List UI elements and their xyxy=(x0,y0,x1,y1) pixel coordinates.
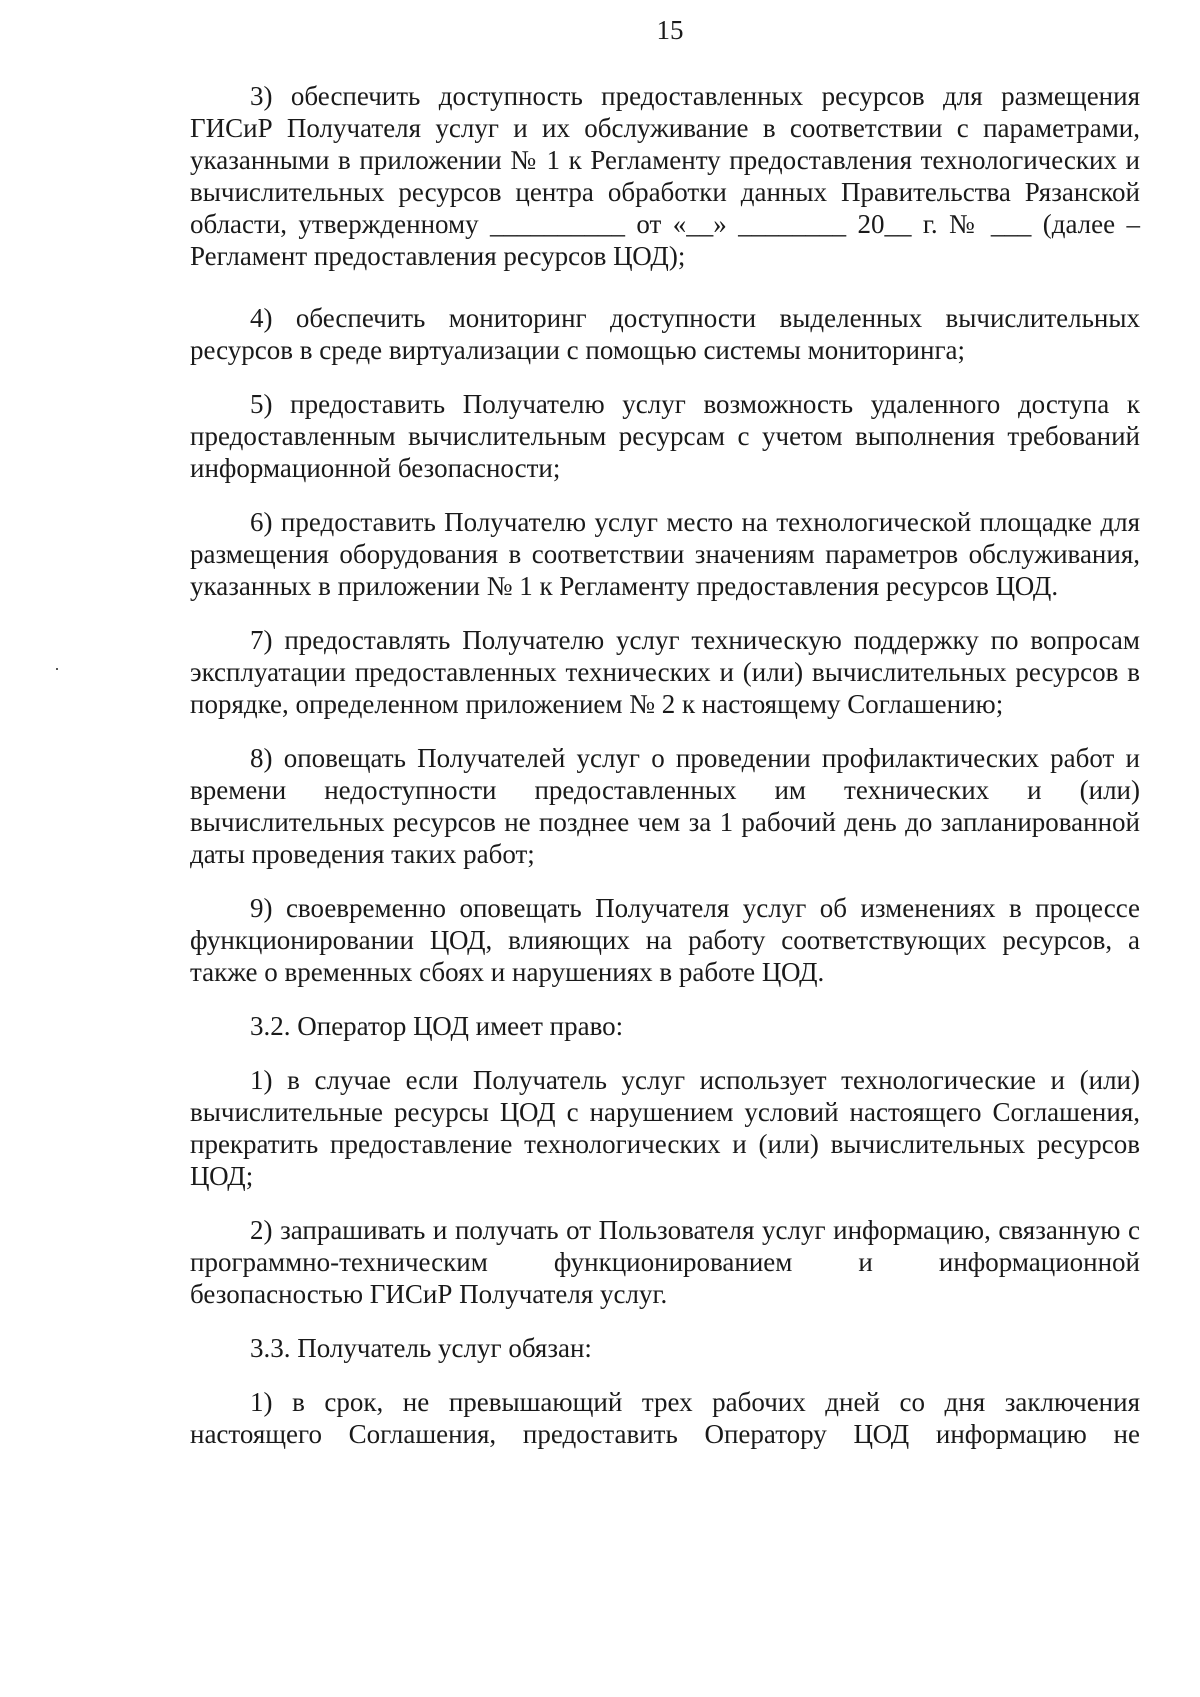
scan-speck xyxy=(56,668,58,670)
paragraph-3-1-item-8: 8) оповещать Получателей услуг о проведении профилактических работ и времени недоступности предоставленных им технических и (или) вычислительных ресурсов не позднее чем за 1 рабочий день до запланированной даты проведения таких работ; xyxy=(190,743,1140,869)
paragraph-3-3-item-1: 1) в срок, не превышающий трех рабочих дней со дня заключения настоящего Соглашения, предоставить Оператору ЦОД информацию не xyxy=(190,1387,1140,1449)
paragraph-3-1-item-9: 9) своевременно оповещать Получателя услуг об изменениях в процессе функционировании ЦОД, влияющих на работу соответствующих ресурсов, а также о временных сбоях и нарушениях в работе ЦОД. xyxy=(190,893,1140,987)
section-3-3-heading: 3.3. Получатель услуг обязан: xyxy=(250,1333,592,1363)
paragraph-3-1-item-7: 7) предоставлять Получателю услуг техническую поддержку по вопросам эксплуатации предоставленных технических и (или) вычислительных ресурсов в порядке, определенном приложением № 2 к настоящему Соглашению; xyxy=(190,625,1140,719)
paragraph-3-2-item-2: 2) запрашивать и получать от Пользователя услуг информацию, связанную с программно-техническим функционированием и информационной безопасностью ГИСиР Получателя услуг. xyxy=(190,1215,1140,1309)
page-number: 15 xyxy=(656,15,684,45)
section-3-2-heading: 3.2. Оператор ЦОД имеет право: xyxy=(250,1011,624,1041)
paragraph-3-2-item-1: 1) в случае если Получатель услуг использует технологические и (или) вычислительные ресурсы ЦОД с нарушением условий настоящего Соглашения, прекратить предоставление технологических и (или) вычислительных ресурсов ЦОД; xyxy=(190,1065,1140,1191)
paragraph-3-1-item-6: 6) предоставить Получателю услуг место на технологической площадке для размещения оборудования в соответствии значениям параметров обслуживания, указанных в приложении № 1 к Регламенту предоставления ресурсов ЦОД. xyxy=(190,507,1140,601)
paragraph-3-1-item-5: 5) предоставить Получателю услуг возможность удаленного доступа к предоставленным вычислительным ресурсам с учетом выполнения требований информационной безопасности; xyxy=(190,389,1140,483)
document-body xyxy=(190,80,1140,1450)
paragraph-3-1-item-3: 3) обеспечить доступность предоставленных ресурсов для размещения ГИСиР Получателя услуг и их обслуживание в соответствии с параметрами, указанными в приложении № 1 к Регламенту предоставления технологических и вычислительных ресурсов центра обработки данных Правительства Рязанской области, утвержденному __________ от «__» ________ 20__ г. № ___ (далее – Регламент предоставления ресурсов ЦОД); xyxy=(190,81,1140,271)
paragraph-3-1-item-4: 4) обеспечить мониторинг доступности выделенных вычислительных ресурсов в среде виртуализации с помощью системы мониторинга; xyxy=(190,303,1140,365)
